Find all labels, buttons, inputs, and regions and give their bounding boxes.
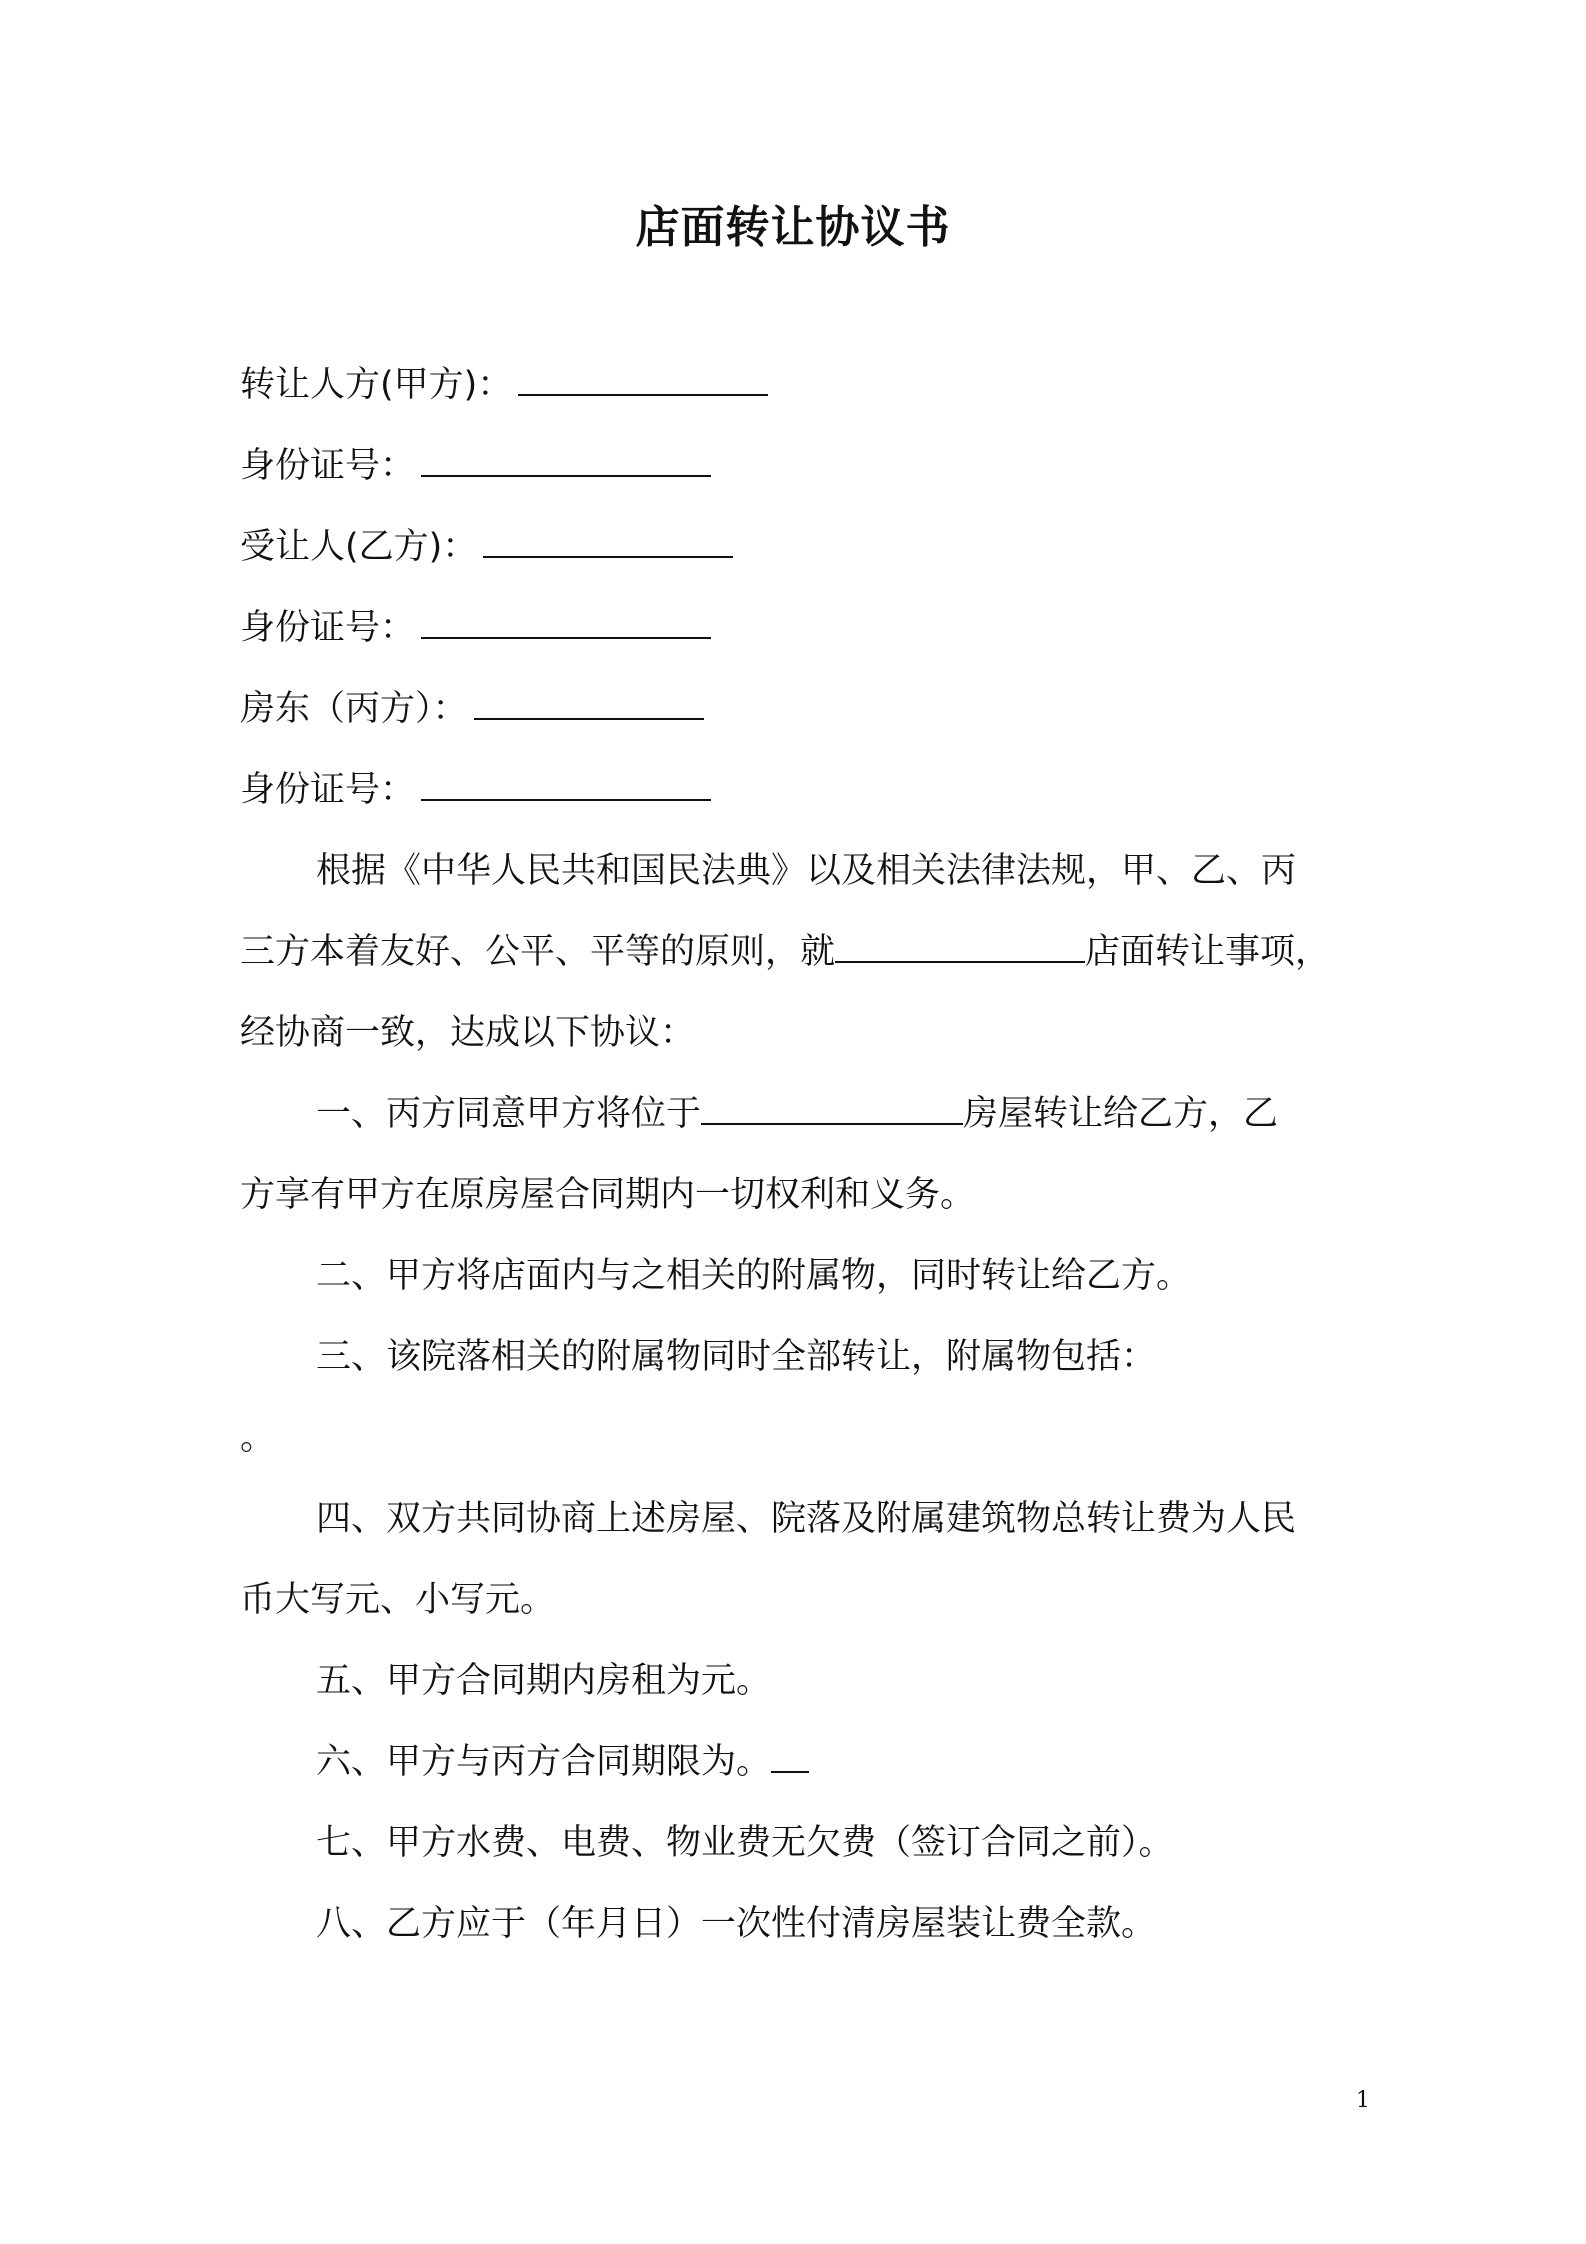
party-label: 受让人(乙方)： (240, 527, 478, 567)
clause-1-line-1 (316, 1089, 1360, 1139)
party-landlord-line (240, 684, 1360, 734)
party-label: 房东（丙方）： (240, 689, 468, 729)
fill-in-blank[interactable] (701, 1093, 963, 1125)
fill-in-blank[interactable] (771, 1741, 809, 1773)
clause-4-line-2: 币大写元、小写元。 (240, 1580, 556, 1620)
page-number: 1 (1356, 2088, 1370, 2113)
fill-in-blank[interactable] (518, 364, 768, 396)
fill-in-blank[interactable] (483, 526, 733, 558)
fill-in-blank[interactable] (421, 607, 711, 639)
clause-8: 八、乙方应于（年月日）一次性付清房屋装让费全款。 (316, 1904, 1157, 1944)
clause-text: 一、丙方同意甲方将位于 (316, 1094, 702, 1134)
preamble-line-2 (240, 927, 1360, 977)
clause-text: 房屋转让给乙方，乙 (963, 1094, 1279, 1134)
clause-3-end: 。 (240, 1418, 276, 1458)
clause-5: 五、甲方合同期内房租为元。 (316, 1661, 772, 1701)
party-label: 身份证号： (240, 446, 416, 486)
clause-3: 三、该院落相关的附属物同时全部转让，附属物包括： (316, 1337, 1157, 1377)
party-label: 转让人方(甲方)： (240, 365, 513, 405)
clause-6-line (316, 1737, 1360, 1787)
preamble-text: 三方本着友好、公平、平等的原则，就 (240, 932, 836, 972)
document-title: 店面转让协议书 (635, 202, 951, 253)
fill-in-blank[interactable] (421, 445, 711, 477)
clause-2: 二、甲方将店面内与之相关的附属物，同时转让给乙方。 (316, 1256, 1192, 1296)
clause-text: 六、甲方与丙方合同期限为。 (316, 1742, 772, 1782)
clause-7: 七、甲方水费、电费、物业费无欠费（签订合同之前）。 (316, 1823, 1174, 1863)
fill-in-blank[interactable] (474, 688, 704, 720)
clause-1-line-2: 方享有甲方在原房屋合同期内一切权利和义务。 (240, 1175, 976, 1215)
fill-in-blank[interactable] (421, 769, 711, 801)
party-id-line (240, 603, 1360, 653)
party-id-line (240, 441, 1360, 491)
preamble-text: 店面转让事项， (1085, 932, 1331, 972)
party-id-line (240, 765, 1360, 815)
party-transferee-line (240, 522, 1360, 572)
party-label: 身份证号： (240, 770, 416, 810)
preamble-line-3: 经协商一致，达成以下协议： (240, 1013, 696, 1053)
fill-in-blank[interactable] (835, 931, 1085, 963)
party-label: 身份证号： (240, 608, 416, 648)
clause-4-line-1: 四、双方共同协商上述房屋、院落及附属建筑物总转让费为人民 (316, 1499, 1297, 1539)
preamble-line-1: 根据《中华人民共和国民法典》以及相关法律法规，甲、乙、丙 (316, 851, 1297, 891)
party-transferor-line (240, 360, 1360, 410)
